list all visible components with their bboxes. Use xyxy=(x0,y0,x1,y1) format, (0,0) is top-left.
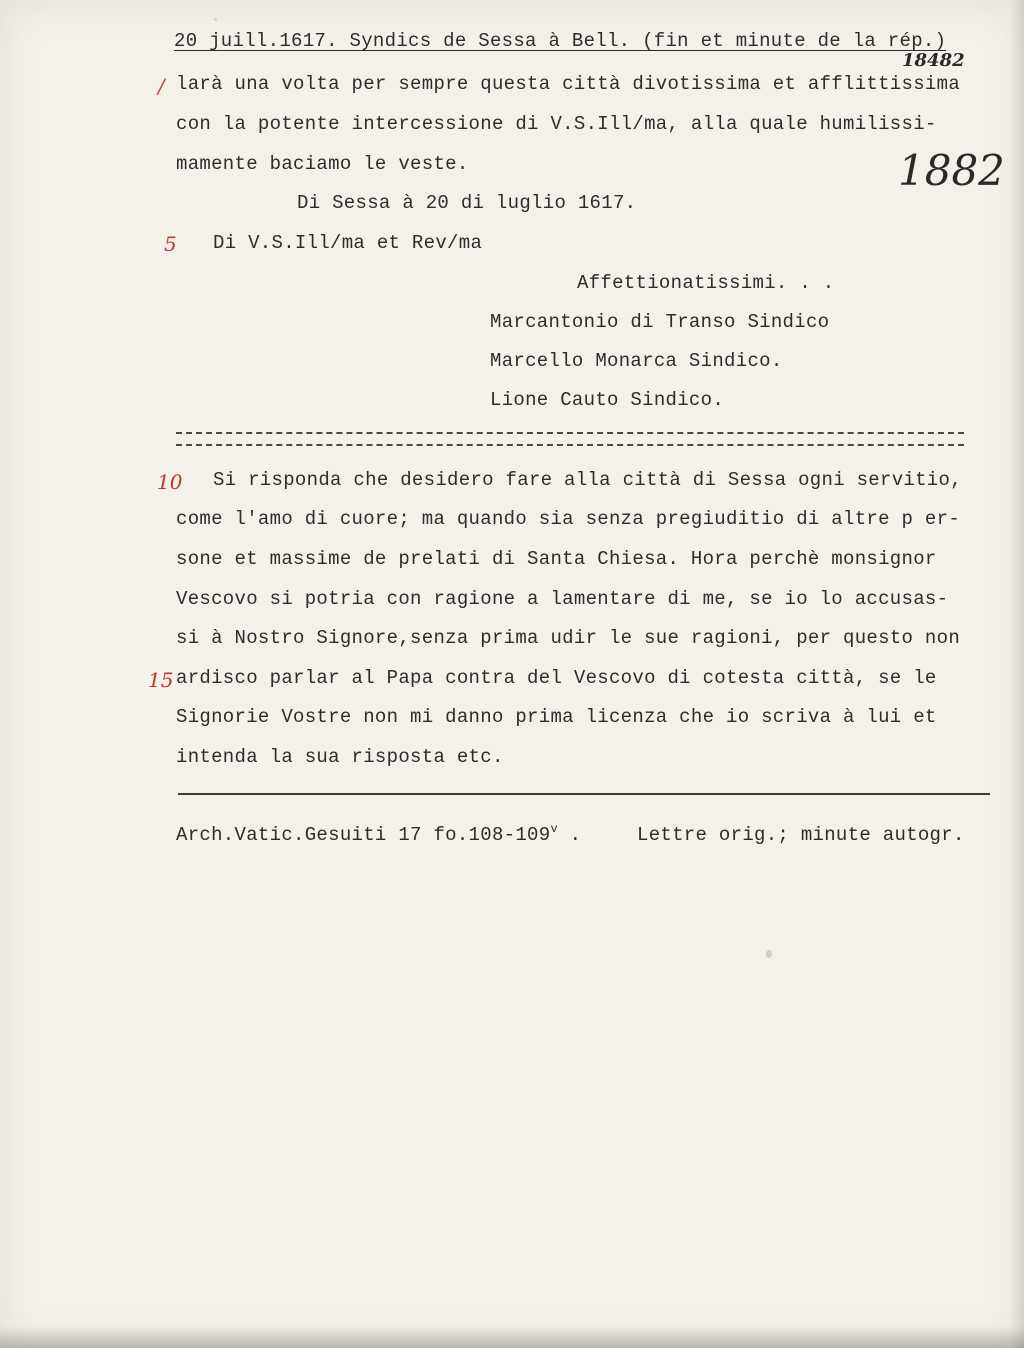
closing: Affettionatissimi. . . xyxy=(577,272,835,294)
margin-line-number-5: 5 xyxy=(164,232,177,256)
date-line: Di Sessa à 20 di luglio 1617. xyxy=(297,192,637,214)
letter-line-3: mamente baciamo le veste. xyxy=(176,153,469,175)
paper-fleck xyxy=(214,18,217,21)
reply-line-1: Si risponda che desidero fare alla città di Sessa ogni servitio, xyxy=(213,469,962,491)
reply-line-2: come l'amo di cuore; ma quando sia senza pregiuditio di altre p er- xyxy=(176,508,961,530)
signature-2: Marcello Monarca Sindico. xyxy=(490,350,783,372)
folio-number-handwritten: 18482 xyxy=(902,50,965,71)
reply-line-8: intenda la sua risposta etc. xyxy=(176,746,504,768)
separator-double-dashed xyxy=(176,432,964,446)
signature-3: Lione Cauto Sindico. xyxy=(490,389,725,411)
page-edge-shadow xyxy=(1010,0,1024,1348)
source-archive: Arch.Vatic.Gesuiti 17 fo.108-109 xyxy=(176,824,551,846)
letter-line-1: larà una volta per sempre questa città divotissima et afflittissima xyxy=(176,73,961,95)
handwritten-number: 1882 xyxy=(898,146,1005,195)
separator-solid xyxy=(178,793,990,795)
margin-line-number-10: 10 xyxy=(157,470,183,494)
salutation: Di V.S.Ill/ma et Rev/ma xyxy=(213,232,483,254)
source-note: Lettre orig.; minute autogr. xyxy=(637,824,965,846)
source-citation xyxy=(176,824,581,848)
source-after: . xyxy=(557,824,582,846)
reply-line-7: Signorie Vostre non mi danno prima licenza che io scriva à lui et xyxy=(176,706,937,728)
reply-line-5: si à Nostro Signore,senza prima udir le sue ragioni, per questo non xyxy=(176,627,961,649)
header-title: 20 juill.1617. Syndics de Sessa à Bell. (fin et minute de la rép.) xyxy=(174,30,947,52)
scan-bottom-edge xyxy=(0,1326,1024,1348)
source-superscript: v xyxy=(550,822,558,836)
margin-line-number-15: 15 xyxy=(148,668,174,692)
letter-line-2: con la potente intercessione di V.S.Ill/ma, alla quale humilissi- xyxy=(176,113,937,135)
margin-mark-1: / xyxy=(158,74,165,98)
signature-1: Marcantonio di Transo Sindico xyxy=(490,311,830,333)
reply-line-3: sone et massime de prelati di Santa Chiesa. Hora perchè monsignor xyxy=(176,548,937,570)
reply-line-6: ardisco parlar al Papa contra del Vescovo di cotesta città, se le xyxy=(176,667,937,689)
paper-fleck xyxy=(766,950,772,958)
reply-line-4: Vescovo si potria con ragione a lamentare di me, se io lo accusas- xyxy=(176,588,949,610)
